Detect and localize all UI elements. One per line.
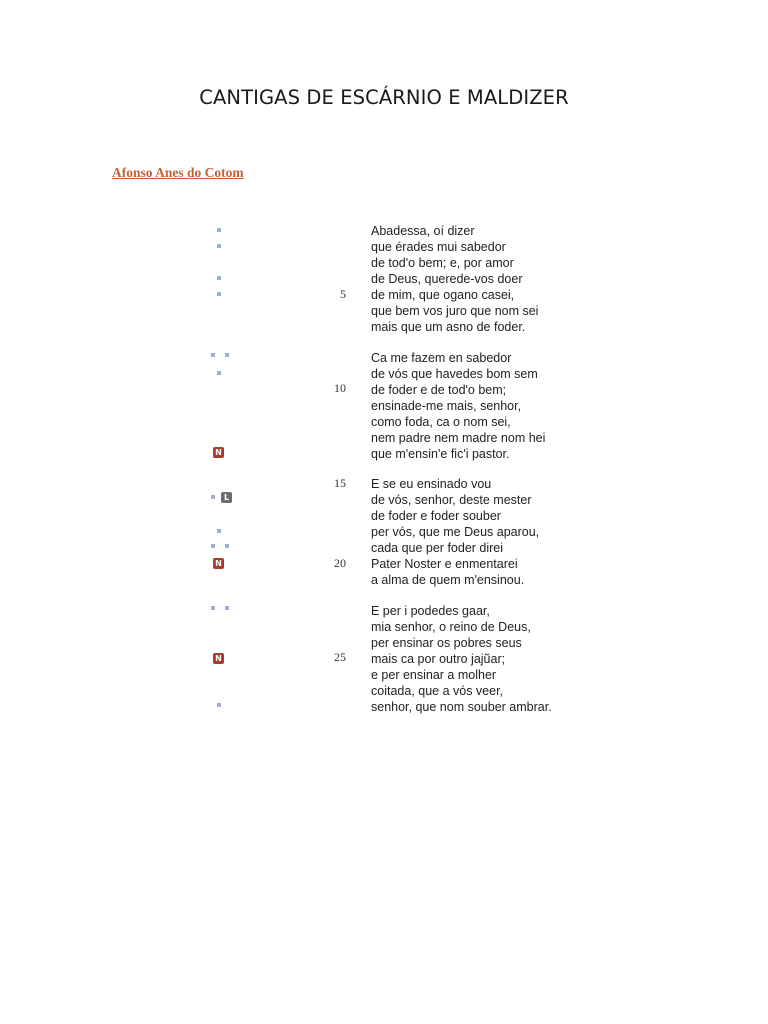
note-n-icon[interactable]: N: [213, 653, 224, 664]
poem-line: de foder e de tod'o bem;: [371, 383, 507, 397]
poem-line: Abadessa, oí dizer: [371, 224, 475, 238]
poem-line: como foda, ca o nom sei,: [371, 415, 511, 429]
poem-line: de mim, que ogano casei,: [371, 288, 515, 302]
note-marker-icon[interactable]: [225, 544, 229, 548]
poem-line: que bem vos juro que nom sei: [371, 304, 539, 318]
poem-line: cada que per foder direi: [371, 541, 504, 555]
note-marker-icon[interactable]: [225, 606, 229, 610]
poem-line: e per ensinar a molher: [371, 668, 497, 682]
poem-line: que érades mui sabedor: [371, 240, 506, 254]
poem-line: mia senhor, o reino de Deus,: [371, 620, 531, 634]
note-n-icon[interactable]: N: [213, 447, 224, 458]
line-number: 25: [334, 650, 346, 664]
poem-line: mais ca por outro jajũar;: [371, 652, 506, 666]
poem-line: Ca me fazem en sabedor: [371, 351, 512, 365]
poem-line: a alma de quem m'ensinou.: [371, 573, 525, 587]
line-number: 10: [334, 381, 346, 395]
line-number: 20: [334, 556, 346, 570]
poem-line: nem padre nem madre nom hei: [371, 431, 546, 445]
note-marker-icon[interactable]: [211, 495, 215, 499]
note-marker-icon[interactable]: [217, 244, 221, 248]
poem-line: de foder e foder souber: [371, 509, 501, 523]
poem-line: per ensinar os pobres seus: [371, 636, 522, 650]
poem-line: per vós, que me Deus aparou,: [371, 525, 540, 539]
line-number: 15: [334, 476, 346, 490]
note-marker-icon[interactable]: [217, 292, 221, 296]
poem-line: que m'ensin'e fic'i pastor.: [371, 447, 510, 461]
note-marker-icon[interactable]: [217, 703, 221, 707]
poem-line: mais que um asno de foder.: [371, 320, 526, 334]
poem-line: senhor, que nom souber ambrar.: [371, 700, 552, 714]
poem-line: ensinade-me mais, senhor,: [371, 399, 522, 413]
note-l-icon[interactable]: L: [221, 492, 232, 503]
note-marker-icon[interactable]: [217, 276, 221, 280]
note-marker-icon[interactable]: [217, 371, 221, 375]
poem-line: E se eu ensinado vou: [371, 477, 492, 491]
note-n-icon[interactable]: N: [213, 558, 224, 569]
poem-line: de vós que havedes bom sem: [371, 367, 538, 381]
poem-line: coitada, que a vós veer,: [371, 684, 504, 698]
poem-line: E per i podedes gaar,: [371, 604, 490, 618]
note-marker-icon[interactable]: [217, 529, 221, 533]
note-marker-icon[interactable]: [211, 353, 215, 357]
poem-line: Pater Noster e enmentarei: [371, 557, 518, 571]
poem-line: de Deus, querede-vos doer: [371, 272, 523, 286]
note-marker-icon[interactable]: [217, 228, 221, 232]
document-title: CANTIGAS DE ESCÁRNIO E MALDIZER: [199, 86, 569, 109]
poem-line: de tod'o bem; e, por amor: [371, 256, 514, 270]
note-marker-icon[interactable]: [211, 544, 215, 548]
note-marker-icon[interactable]: [225, 353, 229, 357]
note-marker-icon[interactable]: [211, 606, 215, 610]
line-number: 5: [340, 287, 346, 301]
poem-line: de vós, senhor, deste mester: [371, 493, 532, 507]
author-link[interactable]: Afonso Anes do Cotom: [112, 165, 244, 180]
